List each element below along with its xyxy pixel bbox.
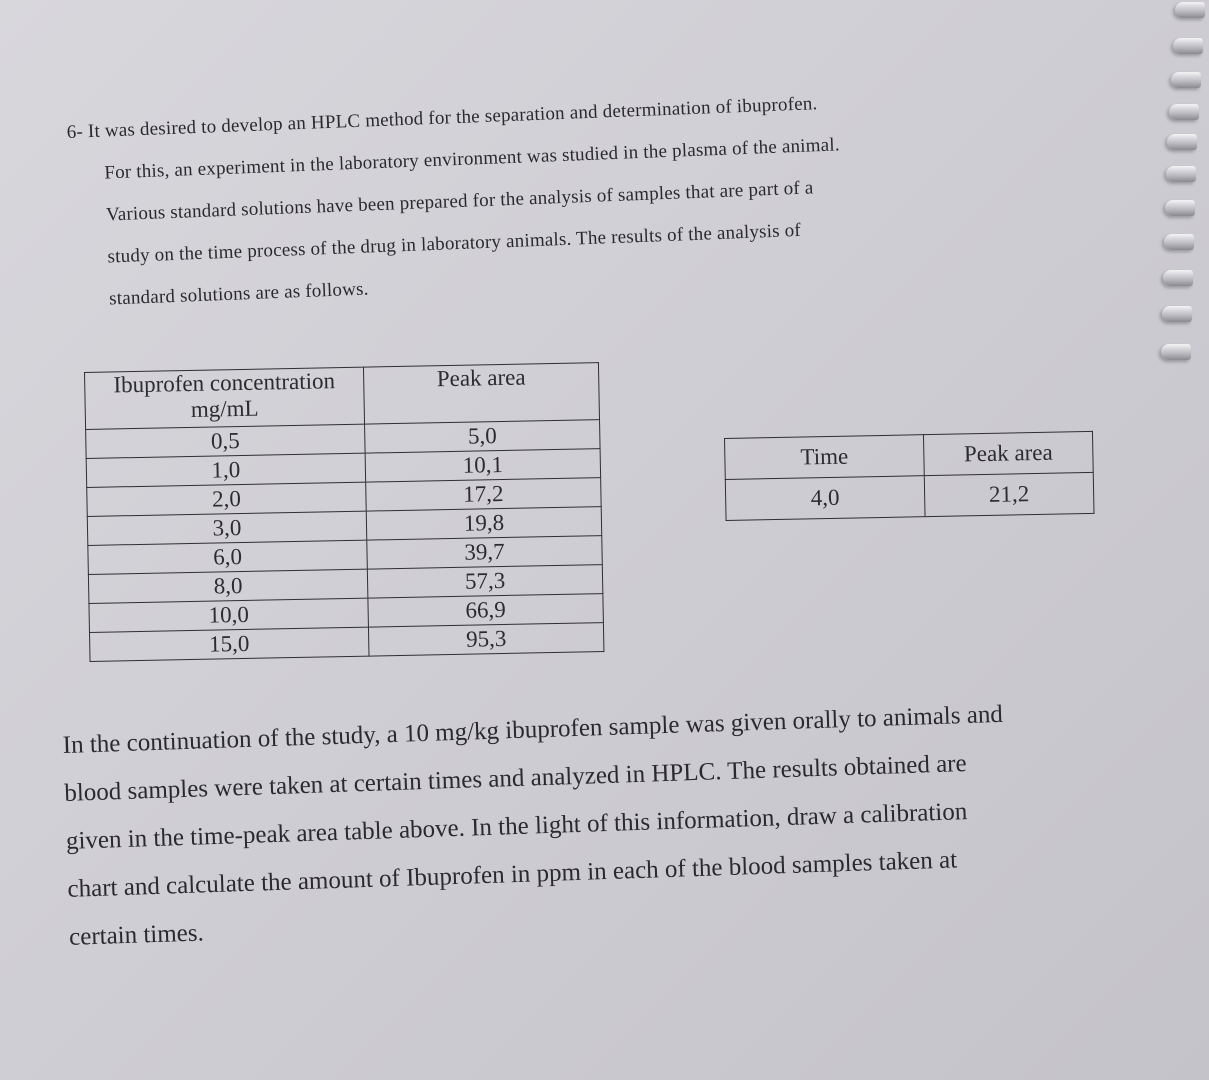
binding-ring-icon xyxy=(1171,72,1201,88)
question-line-5: standard solutions are as follows. xyxy=(108,278,369,310)
continuation-paragraph xyxy=(62,687,1129,962)
concentration-cell: 1,0 xyxy=(86,453,366,487)
binding-ring-icon xyxy=(1163,270,1193,286)
concentration-cell: 8,0 xyxy=(88,569,368,603)
standards-table-header xyxy=(85,363,600,430)
time-cell: 4,0 xyxy=(725,476,925,521)
question-line-3: Various standard solutions have been prepared for the analysis of samples that are part of a xyxy=(105,177,814,226)
standards-table xyxy=(84,362,604,662)
header-peak-area: Peak area xyxy=(363,363,599,425)
header-time: Time xyxy=(725,435,925,480)
continuation-line-5: certain times. xyxy=(68,919,205,951)
concentration-cell: 3,0 xyxy=(87,511,367,545)
peak-area-cell: 19,8 xyxy=(366,507,602,541)
binding-ring-icon xyxy=(1167,134,1197,150)
concentration-cell: 0,5 xyxy=(86,424,366,458)
question-line-2: For this, an experiment in the laboratory environment was studied in the plasma of the animal. xyxy=(103,134,841,184)
question-paragraph xyxy=(66,74,1073,322)
binding-ring-icon xyxy=(1166,166,1196,182)
concentration-cell: 15,0 xyxy=(90,627,370,661)
time-table-wrap xyxy=(724,431,1095,521)
peak-area-cell: 21,2 xyxy=(924,472,1094,516)
peak-area-cell: 95,3 xyxy=(368,623,604,657)
question-line-4: study on the time process of the drug in laboratory animals. The results of the analysis of xyxy=(107,219,802,268)
continuation-line-4: chart and calculate the amount of Ibuprofen in ppm in each of the blood samples taken at xyxy=(67,846,958,903)
concentration-cell: 6,0 xyxy=(88,540,368,574)
time-table-header xyxy=(725,431,1094,479)
spiral-binding xyxy=(1159,0,1209,380)
binding-ring-icon xyxy=(1175,2,1205,18)
question-number: 6- xyxy=(66,121,84,143)
binding-ring-icon xyxy=(1161,344,1191,360)
concentration-cell: 10,0 xyxy=(89,598,369,632)
time-peak-table xyxy=(724,431,1095,521)
peak-area-cell: 57,3 xyxy=(367,565,603,599)
concentration-cell: 2,0 xyxy=(87,482,367,516)
peak-area-cell: 5,0 xyxy=(365,420,601,454)
binding-ring-icon xyxy=(1164,234,1194,250)
header-peak-area: Peak area xyxy=(923,431,1093,475)
continuation-line-1: In the continuation of the study, a 10 mg/kg ibuprofen sample was given orally to animals and xyxy=(62,700,1004,759)
peak-area-cell: 39,7 xyxy=(367,536,603,570)
binding-ring-icon xyxy=(1165,200,1195,216)
continuation-line-2: blood samples were taken at certain times and analyzed in HPLC. The results obtained are xyxy=(63,750,968,807)
table-row xyxy=(725,472,1094,520)
peak-area-cell: 10,1 xyxy=(365,449,601,483)
binding-ring-icon xyxy=(1162,306,1192,322)
binding-ring-icon xyxy=(1169,104,1199,120)
header-concentration: Ibuprofen concentration mg/mL xyxy=(85,367,365,429)
question-text: It was desired to develop an HPLC method for the separation and determination of ibuprofen. xyxy=(87,93,818,143)
peak-area-cell: 17,2 xyxy=(366,478,602,512)
continuation-line-3: given in the time-peak area table above. In the light of this information, draw a calibration xyxy=(65,798,968,855)
binding-ring-icon xyxy=(1173,38,1203,54)
peak-area-cell: 66,9 xyxy=(368,594,604,628)
standards-table-wrap xyxy=(84,362,604,662)
